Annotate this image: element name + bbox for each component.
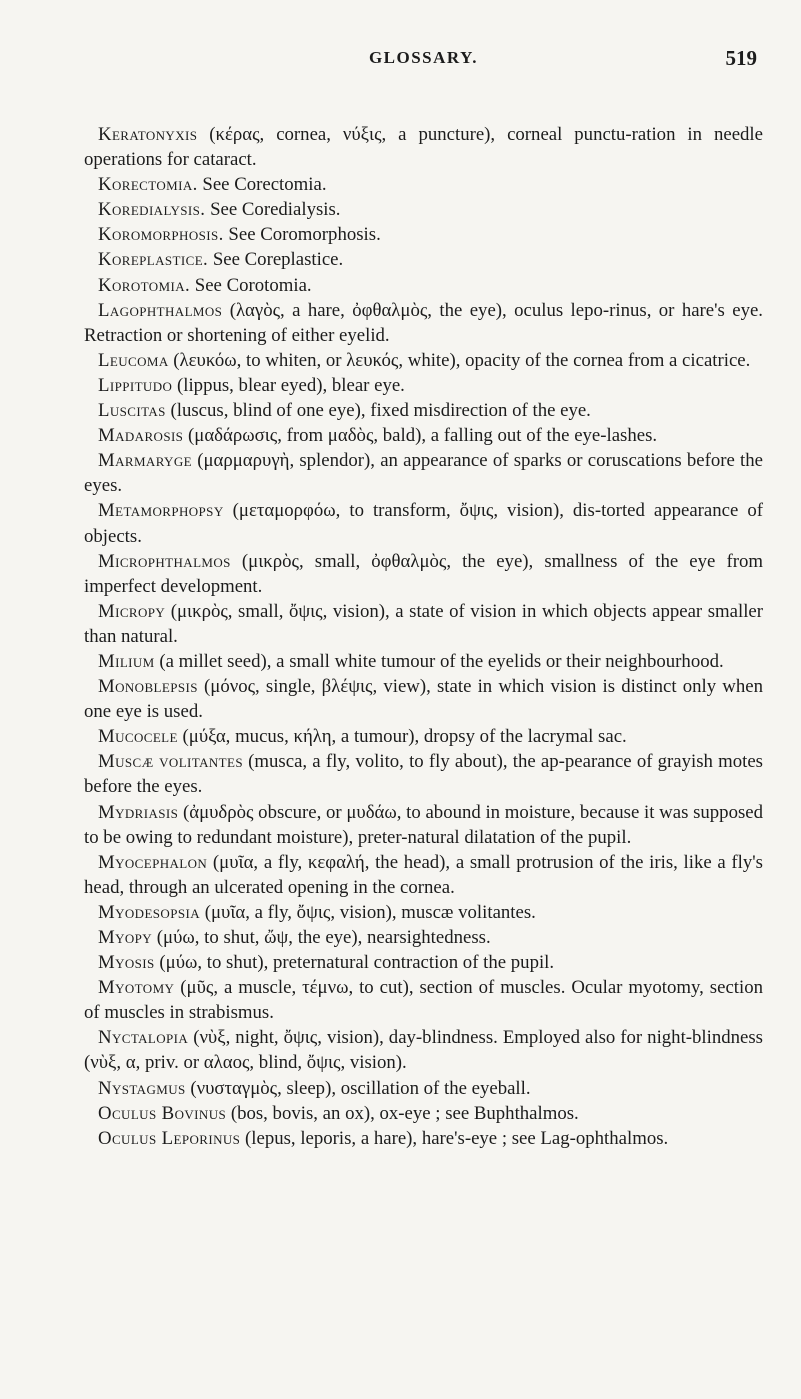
entry-definition: (musca, a fly, volito, to fly about), the ap-pearance of grayish motes before the eyes. [84,751,763,798]
entry-definition: (μυῖα, a fly, κεφαλή, the head), a small protrusion of the iris, like a fly's head, through an ulcerated opening in the cornea. [84,851,763,898]
glossary-entry [84,172,763,197]
glossary-entry [84,197,763,222]
entry-term: Madarosis [98,425,184,447]
glossary-entry [84,398,763,423]
entry-definition: (μικρὸς, small, ὀφθαλμὸς, the eye), smallness of the eye from imperfect development. [84,550,763,597]
glossary-entry [84,599,763,649]
glossary-entry [84,549,763,599]
glossary-entry [84,423,763,448]
entry-definition: (lippus, blear eyed), blear eye. [172,374,405,396]
entry-term: Nyctalopia [98,1027,189,1049]
entry-term: Korotomia. [98,274,191,296]
entry-definition: (κέρας, cornea, νύξις, a puncture), corneal punctu-ration in needle operations for cataract. [84,124,763,171]
glossary-entry [84,1025,763,1075]
glossary-entry [84,724,763,749]
glossary-entry [84,975,763,1025]
page-number: 519 [725,46,757,70]
entry-term: Korectomia. [98,174,198,196]
entry-term: Oculus Leporinus [98,1127,241,1149]
entry-term: Myopy [98,927,153,948]
entry-term: Keratonyxis [98,124,198,145]
glossary-entries [84,122,763,1151]
glossary-entry [84,373,763,398]
glossary-entry [84,122,763,172]
glossary-entry [84,925,763,950]
entry-definition: (νὺξ, night, ὄψις, vision), day-blindness. Employed also for night-blindness (νὺξ, α, priv. or αλαος, blind, ὄψις, vision). [84,1027,763,1074]
entry-term: Koredialysis. [98,199,206,221]
glossary-entry [84,1126,763,1151]
entry-definition: (νυσταγμὸς, sleep), oscillation of the eyeball. [185,1077,531,1099]
entry-definition: (λαγὸς, a hare, ὀφθαλμὸς, the eye), oculus lepo-rinus, or hare's eye. Retraction or shortening of either eyelid. [84,299,763,346]
entry-definition: (λευκόω, to whiten, or λευκός, white), opacity of the cornea from a cicatrice. [168,349,751,371]
entry-definition: See Coromorphosis. [223,224,381,246]
glossary-entry [84,649,763,674]
entry-term: Luscitas [98,400,166,422]
glossary-entry [84,749,763,799]
running-head [84,40,763,76]
entry-term: Myodesopsia [98,901,201,923]
glossary-entry [84,448,763,498]
entry-definition: (bos, bovis, an ox), ox-eye ; see Buphthalmos. [226,1102,579,1124]
entry-term: Marmaryge [98,450,192,472]
glossary-entry [84,298,763,348]
entry-definition: (a millet seed), a small white tumour of the eyelids or their neighbourhood. [154,650,724,672]
entry-definition: (lepus, leporis, a hare), hare's-eye ; see Lag-ophthalmos. [240,1127,669,1149]
entry-term: Mydriasis [98,801,179,823]
entry-term: Nystagmus [98,1077,186,1099]
entry-definition: (μαρμαρυγὴ, splendor), an appearance of sparks or coruscations before the eyes. [84,450,763,497]
entry-term: Milium [98,650,155,672]
glossary-entry [84,950,763,975]
glossary-entry [84,247,763,272]
glossary-entry [84,222,763,247]
entry-term: Myocephalon [98,851,208,873]
entry-definition: (luscus, blind of one eye), fixed misdirection of the eye. [165,400,591,422]
glossary-entry [84,273,763,298]
entry-term: Metamorphopsy [98,500,224,522]
entry-term: Myotomy [98,977,175,999]
entry-term: Monoblepsis [98,676,198,698]
entry-term: Koreplastice. [98,249,209,271]
entry-term: Lippitudo [98,374,173,396]
glossary-entry [84,498,763,548]
entry-definition: (μόνος, single, βλέψις, view), state in which vision is distinct only when one eye is used. [84,676,763,723]
glossary-entry [84,800,763,850]
running-title: GLOSSARY. [368,48,479,67]
entry-definition: (μεταμορφόω, to transform, ὄψις, vision), dis-torted appearance of objects. [84,500,763,547]
entry-term: Oculus Bovinus [98,1102,227,1124]
entry-definition: See Coredialysis. [205,199,341,221]
entry-definition: (μύω, to shut), preternatural contraction of the pupil. [154,952,555,974]
entry-definition: (μῦς, a muscle, τέμνω, to cut), section of muscles. Ocular myotomy, section of muscles in strabismus. [84,977,763,1024]
glossary-entry [84,348,763,373]
entry-term: Muscæ volitantes [98,751,243,773]
entry-definition: (μαδάρωσις, from μαδὸς, bald), a falling out of the eye-lashes. [183,425,658,447]
entry-term: Myosis [98,952,155,974]
glossary-entry [84,1076,763,1101]
entry-definition: (ἀμυδρὸς obscure, or μυδάω, to abound in moisture, because it was supposed to be owing to redundant moisture), preter-natural dilatation of the pupil. [84,801,763,848]
entry-term: Koromorphosis. [98,224,224,246]
entry-term: Leucoma [98,349,169,371]
entry-term: Mucocele [98,726,178,748]
entry-definition: See Corectomia. [197,174,327,196]
glossary-entry [84,1101,763,1126]
entry-definition: (μυῖα, a fly, ὄψις, vision), muscæ volitantes. [200,901,536,923]
entry-definition: (μικρὸς, small, ὄψις, vision), a state of vision in which objects appear smaller than natural. [84,600,763,647]
entry-term: Micropy [98,600,166,622]
entry-definition: (μύξα, mucus, κήλη, a tumour), dropsy of the lacrymal sac. [177,726,627,748]
glossary-entry [84,900,763,925]
entry-definition: (μύω, to shut, ὤψ, the eye), nearsightedness. [152,927,491,948]
glossary-entry [84,674,763,724]
glossary-entry [84,850,763,900]
entry-term: Lagophthalmos [98,299,223,321]
entry-definition: See Corotomia. [190,274,312,296]
entry-definition: See Coreplastice. [208,249,344,271]
entry-term: Microphthalmos [98,550,231,572]
